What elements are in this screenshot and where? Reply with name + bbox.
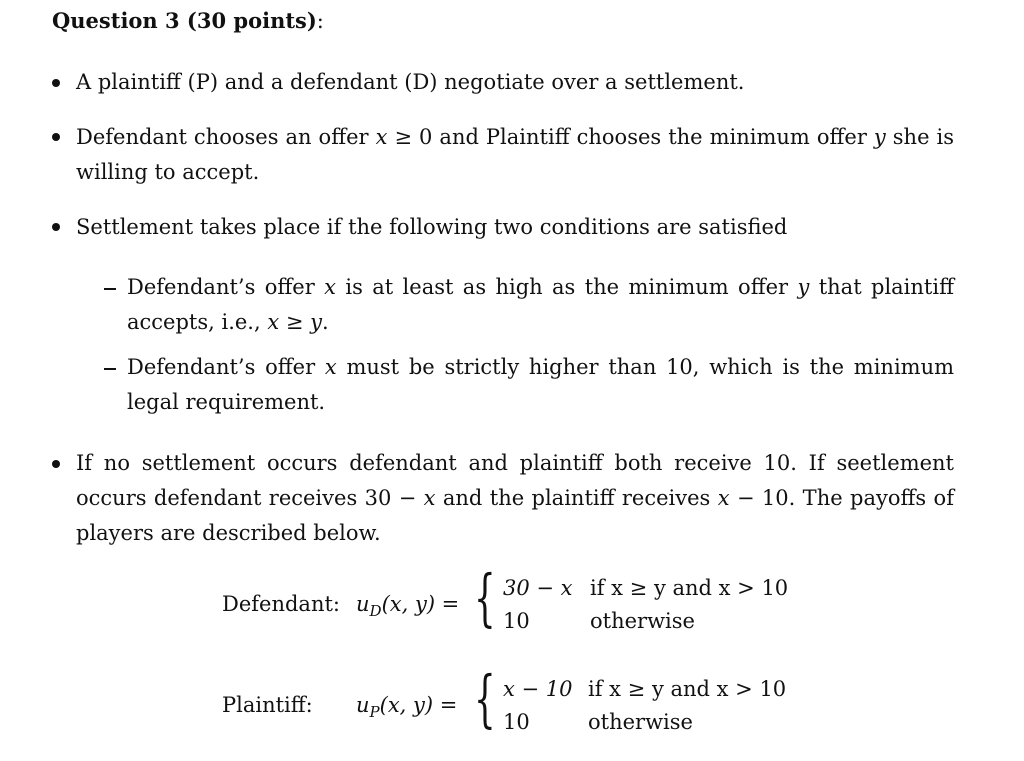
question-heading-colon: : [316, 9, 324, 33]
math-y: y [797, 275, 810, 299]
plaintiff-case-2-value: 10 [503, 710, 530, 734]
utility-symbol: u [356, 592, 370, 616]
sub-item-2 [127, 350, 954, 420]
bullet-4-part-2: and the plaintiff receives [435, 486, 718, 510]
bullet-1-text: A plaintiff (P) and a defendant (D) negotiate over a settlement. [76, 70, 745, 94]
math-x: x [423, 486, 436, 510]
plaintiff-case-1-value: x − 10 [503, 677, 573, 701]
left-brace-icon: { [474, 662, 496, 735]
math-x: x [267, 310, 280, 334]
sub-1-part-4: ≥ [279, 310, 311, 334]
defendant-lhs [356, 592, 459, 620]
bullet-dot [52, 133, 60, 141]
defendant-case-1-value: 30 − x [503, 576, 573, 600]
question-heading [52, 8, 324, 33]
sub-item-dash [104, 288, 116, 290]
defendant-case-2-value: 10 [503, 609, 530, 633]
bullet-dot [52, 460, 60, 468]
plaintiff-case-2-condition: otherwise [588, 710, 693, 734]
bullet-item-3 [76, 210, 956, 245]
sub-1-part-3: that plaintiff accepts, i.e., [127, 275, 955, 334]
bullet-4-part-3: − 10. The payoffs of players are described below. [76, 486, 954, 545]
utility-subscript: D [369, 602, 382, 621]
bullet-3-text: Settlement takes place if the following two conditions are satisfied [76, 215, 788, 239]
math-x: x [324, 355, 337, 379]
utility-args: (x, y) = [379, 693, 458, 717]
plaintiff-lhs [356, 693, 457, 721]
bullet-dot [52, 223, 60, 231]
defendant-case-2-condition: otherwise [590, 609, 695, 633]
bullet-dot [52, 79, 60, 87]
math-y: y [310, 310, 322, 334]
sub-1-part-2: is at least as high as the minimum offer [335, 275, 798, 299]
bullet-2-part-3: she is willing to accept. [76, 125, 954, 184]
sub-item-dash [104, 368, 116, 370]
math-x: x [717, 486, 730, 510]
math-x: x [375, 125, 388, 149]
bullet-2-part-2: ≥ 0 and Plaintiff chooses the minimum offer [387, 125, 874, 149]
question-heading-bold: Question 3 (30 points) [52, 8, 317, 33]
sub-2-part-2: must be strictly higher than 10, which is the minimum legal requirement. [127, 355, 955, 414]
sub-1-part-1: Defendant’s offer [127, 275, 325, 299]
sub-2-part-1: Defendant’s offer [127, 355, 325, 379]
math-x: x [324, 275, 336, 299]
utility-subscript: P [369, 703, 380, 722]
utility-symbol: u [356, 693, 370, 717]
defendant-label: Defendant: [222, 592, 340, 616]
bullet-item-1 [76, 65, 956, 100]
bullet-4-part-1: If no settlement occurs defendant and plaintiff both receive 10. If seetlement occurs defendant receives 30 − [76, 451, 954, 510]
bullet-item-2 [76, 120, 954, 190]
bullet-item-4 [76, 446, 954, 551]
defendant-case-1-condition: if x ≥ y and x > 10 [590, 576, 789, 600]
sub-1-part-5: . [322, 310, 329, 334]
left-brace-icon: { [474, 561, 496, 634]
utility-args: (x, y) = [381, 592, 460, 616]
sub-item-1 [127, 270, 954, 340]
bullet-2-part-1: Defendant chooses an offer [76, 125, 376, 149]
plaintiff-label: Plaintiff: [222, 693, 313, 717]
plaintiff-case-1-condition: if x ≥ y and x > 10 [588, 677, 787, 701]
math-y: y [873, 125, 886, 149]
